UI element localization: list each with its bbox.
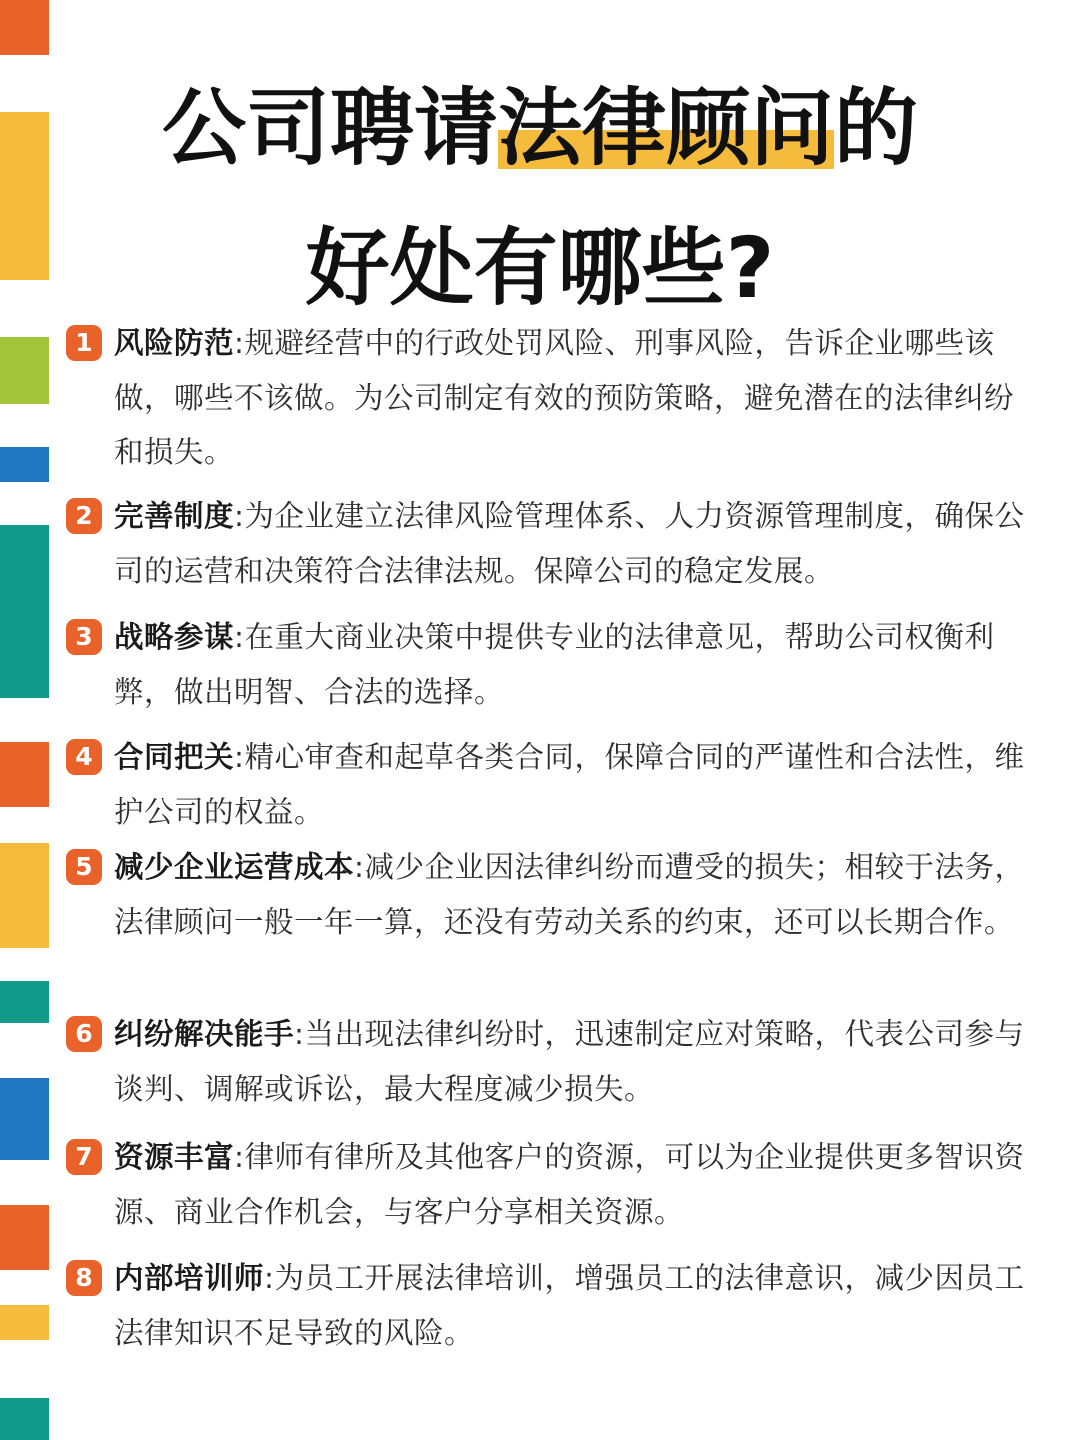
- item-term: 合同把关: [114, 740, 235, 774]
- item-term: 内部培训师: [114, 1261, 265, 1295]
- item-separator: :: [234, 1140, 245, 1174]
- stripe-yellow: [0, 1305, 49, 1340]
- list-item-6: [66, 1007, 1040, 1116]
- item-term: 完善制度: [114, 499, 235, 533]
- item-text: [114, 840, 1040, 949]
- stripe-yellow: [0, 112, 49, 280]
- title-text: 公司聘请: [161, 79, 498, 177]
- item-text: [114, 316, 1040, 480]
- number-badge: 8: [66, 1260, 102, 1296]
- item-description: 规避经营中的行政处罚风险、刑事风险，告诉企业哪些该做，哪些不该做。为公司制定有效的预防策略，避免潜在的法律纠纷和损失。: [114, 326, 1015, 469]
- number-badge: 7: [66, 1139, 102, 1175]
- stripe-orange: [0, 0, 49, 55]
- side-stripes: [0, 0, 50, 1440]
- item-text: [114, 1130, 1040, 1239]
- item-description: 当出现法律纠纷时，迅速制定应对策略，代表公司参与谈判、调解或诉讼，最大程度减少损失。: [114, 1017, 1025, 1106]
- item-text: [114, 610, 1040, 719]
- stripe-blue: [0, 447, 49, 482]
- stripe-green: [0, 337, 49, 404]
- number-badge: 6: [66, 1016, 102, 1052]
- stripe-orange: [0, 742, 49, 807]
- number-badge: 5: [66, 849, 102, 885]
- item-description: 精心审查和起草各类合同，保障合同的严谨性和合法性，维护公司的权益。: [114, 740, 1025, 829]
- item-text: [114, 730, 1040, 839]
- item-text: [114, 1007, 1040, 1116]
- stripe-orange: [0, 1205, 49, 1270]
- list-item-5: [66, 840, 1040, 949]
- item-description: 为员工开展法律培训，增强员工的法律意识，减少因员工法律知识不足导致的风险。: [114, 1261, 1025, 1350]
- list-item-1: [66, 316, 1040, 480]
- item-description: 减少企业因法律纠纷而遭受的损失；相较于法务，法律顾问一般一年一算，还没有劳动关系的约束，还可以长期合作。: [114, 850, 1025, 939]
- item-description: 在重大商业决策中提供专业的法律意见，帮助公司权衡利弊，做出明智、合法的选择。: [114, 620, 995, 709]
- list-item-2: [66, 489, 1040, 598]
- number-badge: 1: [66, 325, 102, 361]
- item-term: 战略参谋: [114, 620, 235, 654]
- page-title: [60, 58, 1020, 338]
- number-badge: 4: [66, 739, 102, 775]
- title-line-1: [60, 58, 1020, 198]
- item-term: 资源丰富: [114, 1140, 235, 1174]
- item-separator: :: [234, 620, 245, 654]
- item-description: 为企业建立法律风险管理体系、人力资源管理制度，确保公司的运营和决策符合法律法规。保障公司的稳定发展。: [114, 499, 1025, 588]
- title-highlight: 法律顾问: [497, 79, 834, 177]
- item-separator: :: [294, 1017, 305, 1051]
- number-badge: 2: [66, 498, 102, 534]
- stripe-teal: [0, 981, 49, 1023]
- list-item-4: [66, 730, 1040, 839]
- item-term: 风险防范: [114, 326, 235, 360]
- stripe-yellow: [0, 843, 49, 948]
- title-text: 的: [834, 79, 919, 177]
- item-description: 律师有律所及其他客户的资源，可以为企业提供更多智识资源、商业合作机会，与客户分享相关资源。: [114, 1140, 1025, 1229]
- list-item-3: [66, 610, 1040, 719]
- item-separator: :: [234, 326, 245, 360]
- item-separator: :: [264, 1261, 275, 1295]
- list-item-8: [66, 1251, 1040, 1360]
- item-separator: :: [354, 850, 365, 884]
- item-text: [114, 489, 1040, 598]
- item-text: [114, 1251, 1040, 1360]
- stripe-blue: [0, 1078, 49, 1160]
- stripe-teal: [0, 525, 49, 698]
- stripe-teal: [0, 1398, 49, 1440]
- item-separator: :: [234, 499, 245, 533]
- item-separator: :: [234, 740, 245, 774]
- list-item-7: [66, 1130, 1040, 1239]
- number-badge: 3: [66, 619, 102, 655]
- title-line-2: 好处有哪些?: [305, 219, 775, 317]
- item-term: 减少企业运营成本: [114, 850, 355, 884]
- item-term: 纠纷解决能手: [114, 1017, 295, 1051]
